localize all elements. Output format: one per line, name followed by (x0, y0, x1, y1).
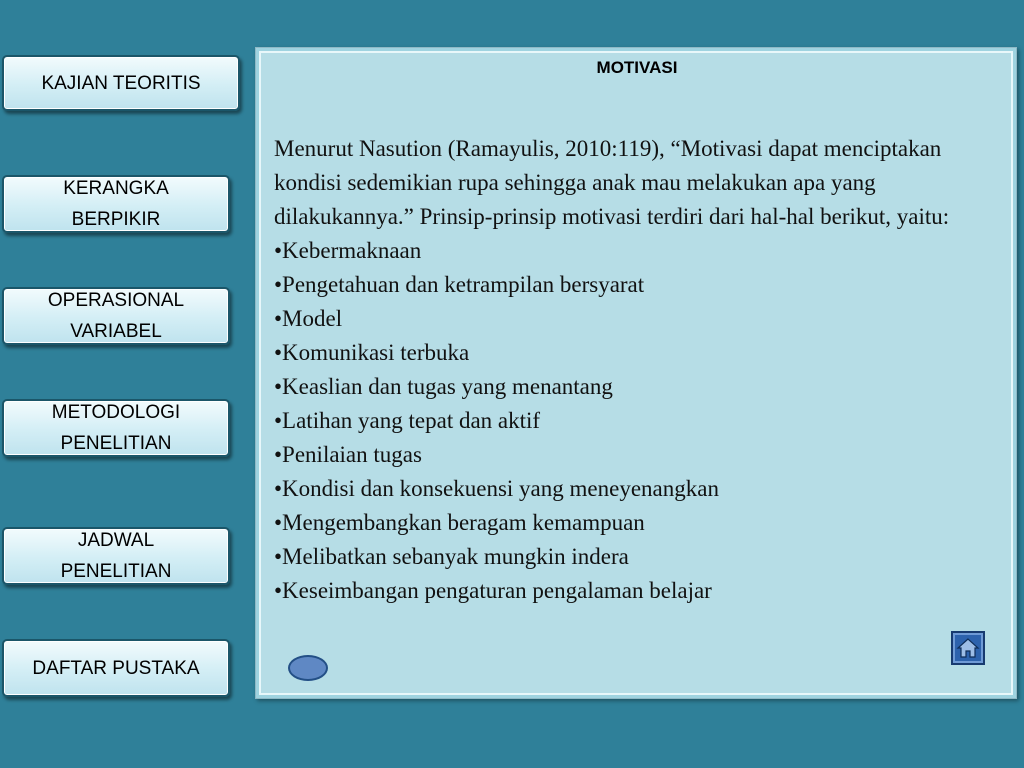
list-item: •Melibatkan sebanyak mungkin indera (274, 544, 629, 569)
nav-button-label: DAFTAR PUSTAKA (32, 657, 200, 679)
nav-button-jadwal-penelitian[interactable] (2, 527, 230, 585)
list-item: •Pengetahuan dan ketrampilan bersyarat (274, 272, 645, 297)
nav-button-label: METODOLOGI PENELITIAN (51, 402, 181, 454)
nav-button-label: JADWAL PENELITIAN (60, 530, 172, 582)
nav-button-label: KAJIAN TEORITIS (41, 72, 201, 94)
nav-button-kerangka-berpikir[interactable] (2, 175, 230, 233)
oval-button[interactable] (288, 655, 328, 681)
nav-button-label: KERANGKA BERPIKIR (63, 178, 169, 230)
list-item: •Latihan yang tepat dan aktif (274, 408, 541, 433)
list-item: •Keaslian dan tugas yang menantang (274, 374, 613, 399)
list-item: •Keseimbangan pengaturan pengalaman belajar (274, 578, 712, 603)
list-item: •Mengembangkan beragam kemampuan (274, 510, 645, 535)
list-item: •Kebermaknaan (274, 238, 422, 263)
list-item: •Penilaian tugas (274, 442, 422, 467)
list-item: •Model (274, 306, 343, 331)
nav-button-operasional-variabel[interactable] (2, 287, 230, 345)
principle-list (274, 234, 994, 608)
nav-button-label: OPERASIONAL VARIABEL (47, 290, 185, 342)
home-icon (956, 636, 980, 660)
list-item: •Komunikasi terbuka (274, 340, 470, 365)
list-item: •Kondisi dan konsekuensi yang meneyenangkan (274, 476, 719, 501)
intro-paragraph: Menurut Nasution (Ramayulis, 2010:119), “Motivasi dapat menciptakan kondisi sedemikian rupa sehingga anak mau melakukan apa yang dilakukannya.” Prinsip-prinsip motivasi terdiri dari hal-hal berikut, yaitu: (274, 136, 950, 229)
panel-title: MOTIVASI (596, 58, 678, 77)
home-button[interactable] (951, 631, 985, 665)
nav-button-metodologi-penelitian[interactable] (2, 399, 230, 457)
content-panel (255, 47, 1017, 699)
panel-content (274, 132, 994, 608)
nav-button-kajian-teoritis[interactable] (2, 55, 240, 111)
nav-button-daftar-pustaka[interactable] (2, 639, 230, 697)
